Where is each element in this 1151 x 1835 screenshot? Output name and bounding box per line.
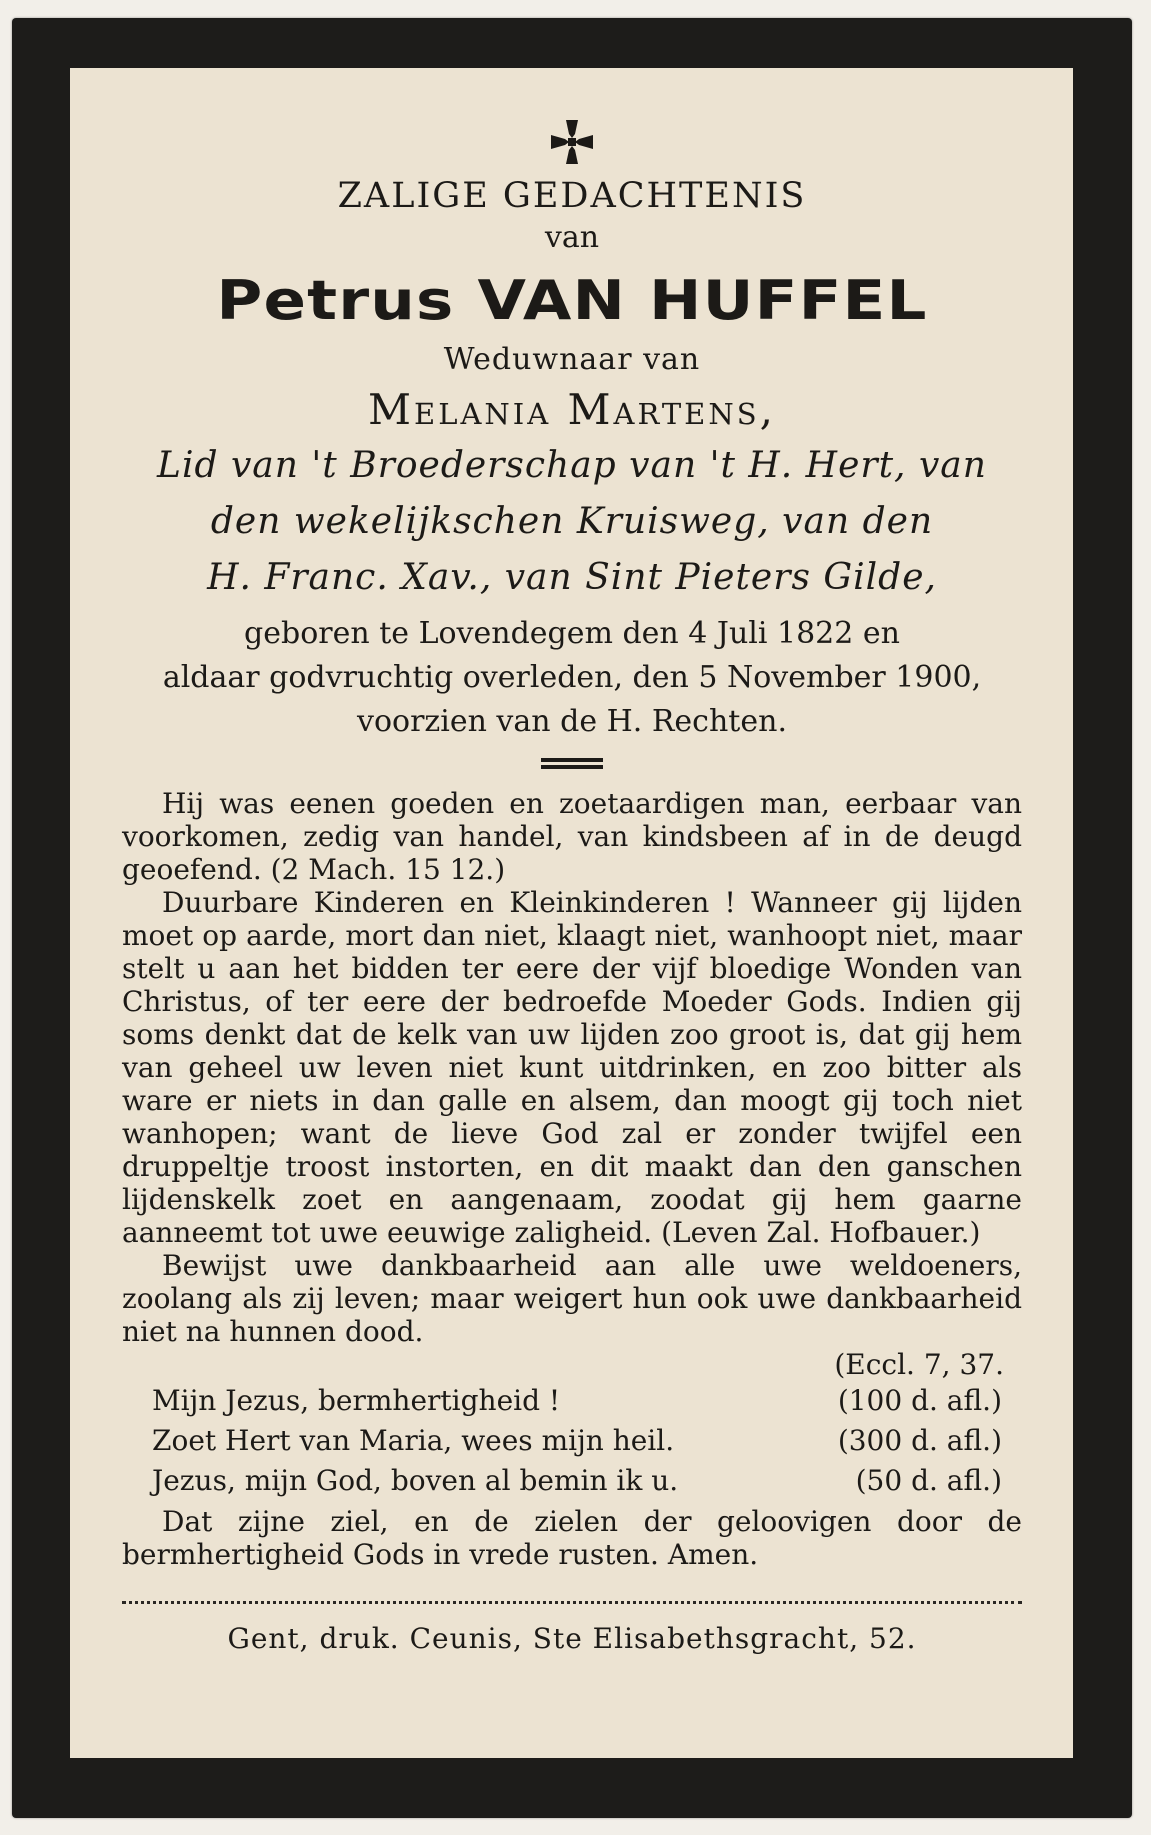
widower-label: Weduwnaar van bbox=[443, 342, 701, 377]
closing-prayer bbox=[122, 1505, 1022, 1571]
spouse-name: Melania Martens, bbox=[368, 385, 776, 434]
prayer-indulgence: (100 d. afl.) bbox=[837, 1384, 1002, 1417]
printer-imprint: Gent, druk. Ceunis, Ste Elisabethsgracht, 52. bbox=[227, 1622, 917, 1655]
prayer-text: Mijn Jezus, bermhertigheid ! bbox=[152, 1384, 561, 1417]
rites-line: voorzien van de H. Rechten. bbox=[357, 704, 787, 739]
membership-line: Lid van 't Broederschap van 't H. Hert, van bbox=[157, 445, 987, 486]
memberships bbox=[122, 438, 1022, 606]
deceased-name: Petrus VAN HUFFEL bbox=[216, 269, 928, 332]
birth-death-info bbox=[122, 612, 1022, 744]
prayer-text: Zoet Hert van Maria, wees mijn heil. bbox=[152, 1424, 675, 1457]
closing-text: Dat zijne ziel, en de zielen der geloovigen door de bermhertigheid Gods in vrede rusten. Amen. bbox=[122, 1505, 1022, 1571]
prayer-line bbox=[122, 1381, 1022, 1421]
van-label: van bbox=[544, 220, 600, 255]
double-rule-divider bbox=[541, 758, 603, 769]
membership-line: H. Franc. Xav., van Sint Pieters Gilde, bbox=[207, 557, 937, 598]
death-line: aldaar godvruchtig overleden, den 5 November 1900, bbox=[162, 660, 982, 695]
paragraph: Bewijst uwe dankbaarheid aan alle uwe weldoeners, zoolang als zij leven; maar weigert hun ook uwe dankbaarheid niet na hunnen dood. bbox=[122, 1249, 1022, 1348]
membership-line: den wekelijkschen Kruisweg, van den bbox=[210, 501, 934, 542]
card-paper bbox=[70, 68, 1073, 1758]
citation: (Eccl. 7, 37. bbox=[834, 1348, 1004, 1381]
memorial-text bbox=[122, 787, 1022, 1348]
heading: ZALIGE GEDACHTENIS bbox=[337, 176, 807, 216]
birth-line: geboren te Lovendegem den 4 Juli 1822 en bbox=[244, 616, 900, 651]
memorial-card bbox=[12, 18, 1132, 1818]
dotted-divider bbox=[122, 1601, 1022, 1604]
prayer-indulgence: (50 d. afl.) bbox=[855, 1464, 1002, 1497]
prayer-text: Jezus, mijn God, boven al bemin ik u. bbox=[152, 1464, 679, 1497]
prayer-line bbox=[122, 1461, 1022, 1501]
cross-icon bbox=[122, 118, 1022, 166]
prayer-line bbox=[122, 1421, 1022, 1461]
card-content bbox=[122, 118, 1022, 1655]
prayer-indulgence: (300 d. afl.) bbox=[837, 1424, 1002, 1457]
paragraph: Hij was eenen goeden en zoetaardigen man, eerbaar van voorkomen, zedig van handel, van kindsbeen af in de deugd geoefend. (2 Mach. 15 12.) bbox=[122, 787, 1022, 886]
paragraph: Duurbare Kinderen en Kleinkinderen ! Wanneer gij lijden moet op aarde, mort dan niet, klaagt niet, wanhoopt niet, maar stelt u aan het bidden ter eere der vijf bloedige Wonden van Christus, of ter eere der bedroefde Moeder Gods. Indien gij soms denkt dat de kelk van uw lijden zoo groot is, dat gij hem van geheel uw leven niet kunt uitdrinken, en zoo bitter als ware er niets in dan galle en alsem, dan moogt gij toch niet wanhopen; want de lieve God zal er zonder twijfel een druppeltje troost instorten, en dit maakt dan den ganschen lijdenskelk zoet en aangenaam, zoodat gij hem gaarne aanneemt tot uwe eeuwige zaligheid. (Leven Zal. Hofbauer.) bbox=[122, 886, 1022, 1249]
